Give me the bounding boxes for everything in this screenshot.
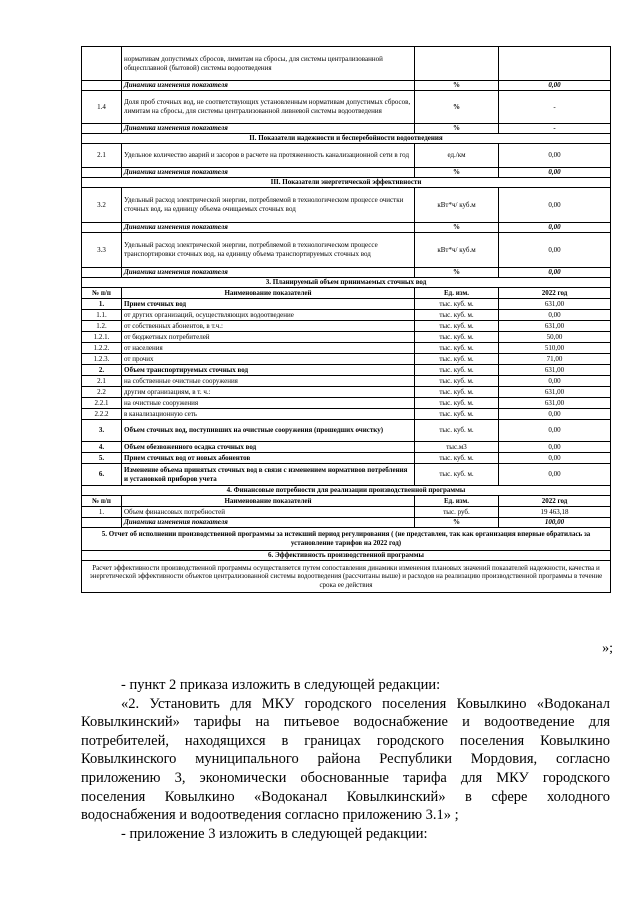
unit-cell: тыс. куб. м. (415, 420, 499, 442)
indicator-name: Прием сточных вод (122, 299, 415, 310)
row-number-cell: 2.2.1 (82, 398, 122, 409)
column-header: № п/п (82, 496, 122, 507)
value-cell: 0,00 (499, 188, 611, 223)
column-header: Наименование показателей (122, 496, 415, 507)
value-cell: 0,00 (499, 168, 611, 178)
table-row (82, 144, 611, 168)
indicator-name: Изменение объема принятых сточных вод в связи с изменением нормативов потребления и установкой приборов учета (122, 464, 415, 486)
unit-cell: тыс. куб. м. (415, 398, 499, 409)
row-number-cell: 2.1 (82, 144, 122, 168)
table-row (82, 332, 611, 343)
dynamics-label: Динамика изменения показателя (122, 223, 415, 233)
dynamics-row (82, 223, 611, 233)
section-title: III. Показатели энергетической эффективности (82, 178, 611, 188)
indicator-name: от прочих (122, 354, 415, 365)
indicator-name: другим организациям, в т. ч.: (122, 387, 415, 398)
section-header (82, 528, 611, 551)
column-header: Ед. изм. (415, 496, 499, 507)
column-header: № п/п (82, 288, 122, 299)
value-cell: 100,00 (499, 518, 611, 528)
row-number-cell: 2.2 (82, 387, 122, 398)
table-row (82, 188, 611, 223)
unit-cell: тыс. руб. (415, 507, 499, 518)
paragraph-line: приложению 3, экономически обоснованные тарифа для МКУ городского (81, 769, 610, 786)
row-number-cell: 1.2. (82, 321, 122, 332)
indicator-name: Объем обезвоженного осадка сточных вод (122, 442, 415, 453)
table-row (82, 365, 611, 376)
unit-cell: кВт*ч/ куб.м (415, 188, 499, 223)
table-row (82, 310, 611, 321)
indicators-table (81, 46, 611, 593)
row-number-cell: 2.1 (82, 376, 122, 387)
table-row (82, 464, 611, 486)
section-header (82, 486, 611, 496)
unit-cell: % (415, 518, 499, 528)
indicator-name: в канализационную сеть (122, 409, 415, 420)
value-cell: 0,00 (499, 376, 611, 387)
value-cell: 0,00 (499, 464, 611, 486)
section-title: 6. Эффективность производственной программы (82, 551, 611, 561)
table-row (82, 453, 611, 464)
table-row (82, 299, 611, 310)
row-number-cell: 4. (82, 442, 122, 453)
dynamics-label: Динамика изменения показателя (122, 518, 415, 528)
row-number-cell: 1.2.1. (82, 332, 122, 343)
indicator-name: нормативам допустимых сбросов, лимитам на сбросы, для системы централизованной общесплавной (бытовой) системы водоотведения (122, 47, 415, 81)
dynamics-label: Динамика изменения показателя (122, 124, 415, 134)
row-number-cell: 1.2.2. (82, 343, 122, 354)
row-number-cell: 5. (82, 453, 122, 464)
table-row (82, 507, 611, 518)
unit-cell: тыс. куб. м. (415, 453, 499, 464)
indicator-name: Удельный расход электрической энергии, потребляемой в технологическом процессе очистки сточных вод, на единицу объема очищаемых сточных вод (122, 188, 415, 223)
value-cell: 0,00 (499, 310, 611, 321)
section-header (82, 178, 611, 188)
unit-cell: % (415, 223, 499, 233)
body-text (81, 676, 610, 843)
unit-cell (415, 47, 499, 81)
column-header: 2022 год (499, 496, 611, 507)
unit-cell: тыс. куб. м. (415, 343, 499, 354)
unit-cell: тыс. куб. м. (415, 376, 499, 387)
value-cell: - (499, 124, 611, 134)
report-note: 5. Отчет об исполнении производственной программы за истекший период регулирования ( (не представлен, так как организация впервые обратилась за установление тарифов на 2022 год) (82, 528, 611, 551)
value-cell: 0,00 (499, 420, 611, 442)
table-row (82, 387, 611, 398)
indicator-name: на очистные сооружения (122, 398, 415, 409)
value-cell: 0,00 (499, 268, 611, 278)
indicator-name: Удельное количество аварий и засоров в расчете на протяженность канализационной сети в год (122, 144, 415, 168)
dynamics-row (82, 81, 611, 91)
efficiency-text: Расчет эффективности производственной программы осуществляется путем сопоставления динамики изменения плановых значений показателей надежности, качества и энергетической эффективности объектов централизованной системы водоотведения (рассчитаны выше) и расходов на реализацию производственной программы в течение срока ее действия (82, 561, 611, 593)
unit-cell: % (415, 268, 499, 278)
unit-cell: тыс. куб. м. (415, 321, 499, 332)
row-number-cell: 3.3 (82, 233, 122, 268)
unit-cell: % (415, 168, 499, 178)
table-row (82, 354, 611, 365)
row-number-cell: 2. (82, 365, 122, 376)
row-number-cell (82, 47, 122, 81)
row-number-cell: 3.2 (82, 188, 122, 223)
dynamics-label: Динамика изменения показателя (122, 268, 415, 278)
value-cell: 631,00 (499, 299, 611, 310)
unit-cell: кВт*ч/ куб.м (415, 233, 499, 268)
unit-cell: % (415, 81, 499, 91)
value-cell: - (499, 91, 611, 124)
indicator-name: Объем финансовых потребностей (122, 507, 415, 518)
table-row (82, 561, 611, 593)
table-row (82, 343, 611, 354)
paragraph: - приложение 3 изложить в следующей редакции: (121, 825, 428, 842)
table-row (82, 398, 611, 409)
value-cell: 0,00 (499, 442, 611, 453)
indicator-name: Доля проб сточных вод, не соответствующих установленным нормативам допустимых сбросов, лимитам на сбросы, для системы централизованной ливневой системы водоотведения (122, 91, 415, 124)
dynamics-label: Динамика изменения показателя (122, 81, 415, 91)
section-header (82, 278, 611, 288)
table-row (82, 420, 611, 442)
indicator-name: от бюджетных потребителей (122, 332, 415, 343)
unit-cell: % (415, 91, 499, 124)
unit-cell: тыс. куб. м. (415, 354, 499, 365)
dynamics-row (82, 168, 611, 178)
unit-cell: тыс. куб. м. (415, 464, 499, 486)
value-cell: 631,00 (499, 387, 611, 398)
row-number-cell: 2.2.2 (82, 409, 122, 420)
unit-cell: тыс. куб. м. (415, 365, 499, 376)
unit-cell: % (415, 124, 499, 134)
table-row (82, 233, 611, 268)
value-cell: 510,00 (499, 343, 611, 354)
unit-cell: тыс. куб. м. (415, 299, 499, 310)
table-header-row (82, 496, 611, 507)
paragraph-line: водоснабжения и водоотведения согласно приложению 3.1» ; (81, 807, 459, 824)
table-row (82, 442, 611, 453)
value-cell: 0,00 (499, 233, 611, 268)
value-cell: 0,00 (499, 453, 611, 464)
value-cell: 631,00 (499, 365, 611, 376)
value-cell: 0,00 (499, 81, 611, 91)
column-header: Ед. изм. (415, 288, 499, 299)
indicator-name: Объем сточных вод, поступивших на очистные сооружения (прошедших очистку) (122, 420, 415, 442)
indicator-name: Удельный расход электрической энергии, потребляемой в технологическом процессе транспортировки сточных вод, на единицу объема транспортируемых сточных вод (122, 233, 415, 268)
indicator-name: Объем транспортируемых сточных вод (122, 365, 415, 376)
value-cell: 0,00 (499, 144, 611, 168)
value-cell: 631,00 (499, 398, 611, 409)
indicator-name: от собственных абонентов, в т.ч.: (122, 321, 415, 332)
value-cell: 0,00 (499, 409, 611, 420)
table-row (82, 376, 611, 387)
unit-cell: ед./км (415, 144, 499, 168)
dynamics-row (82, 268, 611, 278)
paragraph-line: Ковылкинского муниципального района Республики Мордовия, согласно (81, 751, 610, 768)
dynamics-row (82, 518, 611, 528)
dynamics-label: Динамика изменения показателя (122, 168, 415, 178)
column-header: Наименование показателей (122, 288, 415, 299)
paragraph-line: Ковылкинский» тарифы на питьевое водоснабжение и водоотведение для (81, 714, 610, 731)
table-row (82, 409, 611, 420)
section-header (82, 134, 611, 144)
paragraph-line: поселения Ковылкино «Водоканал Ковылкинский» в сфере холодного (81, 788, 610, 805)
paragraph-line: потребителей, находящихся в границах городского поселения Ковылкино (81, 732, 610, 749)
closing-quote: »; (602, 641, 613, 656)
row-number-cell: 1. (82, 507, 122, 518)
row-number-cell: 1.4 (82, 91, 122, 124)
unit-cell: тыс. куб. м. (415, 332, 499, 343)
unit-cell: тыс.м3 (415, 442, 499, 453)
unit-cell: тыс. куб. м. (415, 310, 499, 321)
value-cell: 631,00 (499, 321, 611, 332)
indicator-name: от других организаций, осуществляющих водоотведение (122, 310, 415, 321)
value-cell: 50,00 (499, 332, 611, 343)
value-cell: 0,00 (499, 223, 611, 233)
value-cell: 19 463,18 (499, 507, 611, 518)
indicator-name: Прием сточных вод от новых абонентов (122, 453, 415, 464)
column-header: 2022 год (499, 288, 611, 299)
row-number-cell: 1.2.3. (82, 354, 122, 365)
table-header-row (82, 288, 611, 299)
paragraph: - пункт 2 приказа изложить в следующей редакции: (121, 677, 441, 693)
unit-cell: тыс. куб. м. (415, 409, 499, 420)
indicator-name: на собственные очистные сооружения (122, 376, 415, 387)
unit-cell: тыс. куб. м. (415, 387, 499, 398)
value-cell: 71,00 (499, 354, 611, 365)
indicator-name: от населения (122, 343, 415, 354)
dynamics-row (82, 124, 611, 134)
row-number-cell: 6. (82, 464, 122, 486)
section-header (82, 551, 611, 561)
table-row (82, 321, 611, 332)
row-number-cell: 1. (82, 299, 122, 310)
paragraph-line: «2. Установить для МКУ городского поселения Ковылкино «Водоканал (121, 695, 610, 712)
section-title: 3. Планируемый объем принимаемых сточных вод (82, 278, 611, 288)
section-title: 4. Финансовые потребности для реализации производственной программы (82, 486, 611, 496)
table-row (82, 91, 611, 124)
section-title: II. Показатели надежности и бесперебойности водоотведения (82, 134, 611, 144)
table-row (82, 47, 611, 81)
value-cell (499, 47, 611, 81)
row-number-cell: 3. (82, 420, 122, 442)
row-number-cell: 1.1. (82, 310, 122, 321)
